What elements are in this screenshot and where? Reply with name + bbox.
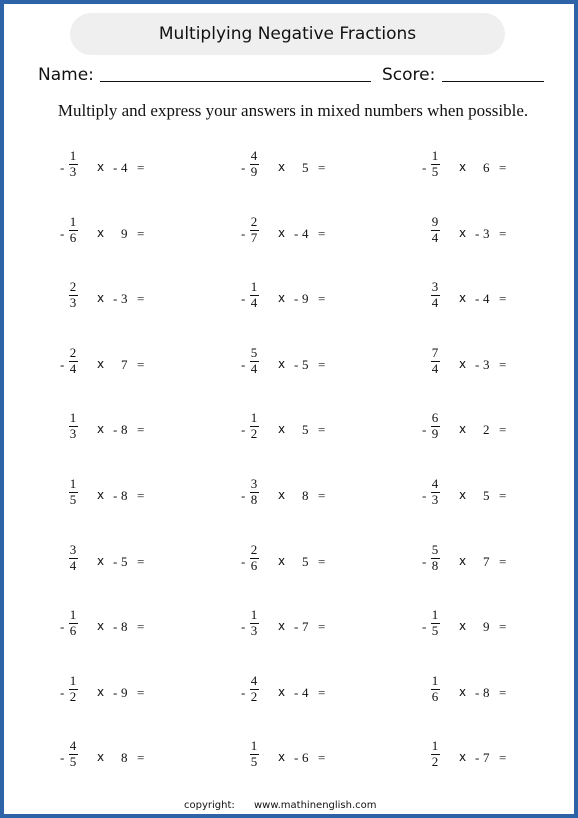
whole-number: 8 xyxy=(121,619,128,635)
whole-sign: - xyxy=(113,553,118,569)
equals-sign: = xyxy=(499,291,507,307)
whole-number: 8 xyxy=(121,750,128,766)
problem-item xyxy=(422,739,578,779)
fraction xyxy=(428,280,442,310)
whole-number: 8 xyxy=(483,684,490,700)
fraction-denominator: 6 xyxy=(69,229,77,245)
fraction-numerator: 2 xyxy=(69,344,77,360)
equals-sign: = xyxy=(499,684,507,700)
fraction xyxy=(66,477,80,507)
fraction-numerator: 1 xyxy=(431,738,439,754)
fraction xyxy=(247,346,261,376)
problem-item xyxy=(241,149,401,189)
whole-number: 4 xyxy=(483,291,490,307)
equals-sign: = xyxy=(499,356,507,372)
fraction-sign: - xyxy=(422,160,427,175)
fraction-numerator: 3 xyxy=(69,541,77,557)
times-sign: x xyxy=(97,553,105,568)
problem-item xyxy=(241,411,401,451)
fraction-denominator: 3 xyxy=(250,623,258,639)
fraction-sign: - xyxy=(241,422,246,438)
fraction-numerator: 6 xyxy=(431,410,439,426)
whole-sign: - xyxy=(475,684,480,700)
problem-item xyxy=(60,346,220,386)
times-sign: x xyxy=(97,684,105,699)
problem-item xyxy=(241,346,401,386)
fraction xyxy=(247,215,261,245)
times-sign: x xyxy=(278,160,286,174)
fraction-denominator: 4 xyxy=(431,295,439,311)
times-sign: x xyxy=(459,225,467,240)
equals-sign: = xyxy=(137,225,145,241)
fraction-numerator: 1 xyxy=(250,738,258,754)
whole-number: 9 xyxy=(483,619,490,635)
whole-number: 5 xyxy=(302,160,309,175)
fraction-denominator: 2 xyxy=(431,754,439,770)
fraction xyxy=(428,215,442,245)
whole-number: 7 xyxy=(483,553,490,569)
fraction xyxy=(66,674,80,704)
fraction-sign: - xyxy=(241,619,246,635)
whole-number: 9 xyxy=(121,225,128,241)
problem-item xyxy=(241,215,401,255)
fraction-denominator: 4 xyxy=(431,229,439,245)
fraction-numerator: 3 xyxy=(250,476,258,491)
fraction-numerator: 4 xyxy=(431,476,439,491)
fraction-numerator: 1 xyxy=(250,279,258,295)
fraction-denominator: 4 xyxy=(69,557,77,573)
fraction xyxy=(66,608,80,638)
equals-sign: = xyxy=(137,488,145,503)
problem-item xyxy=(241,477,401,517)
fraction-denominator: 6 xyxy=(69,623,77,639)
fraction-sign: - xyxy=(241,356,246,372)
whole-sign: - xyxy=(475,750,480,766)
fraction-denominator: 4 xyxy=(431,360,439,376)
fraction-numerator: 1 xyxy=(250,607,258,623)
fraction xyxy=(247,739,261,769)
fraction-denominator: 4 xyxy=(250,295,258,311)
problem-item xyxy=(60,215,220,255)
fraction-denominator: 5 xyxy=(250,754,258,770)
times-sign: x xyxy=(278,356,286,371)
whole-number: 3 xyxy=(483,225,490,241)
fraction-numerator: 9 xyxy=(431,213,439,229)
fraction xyxy=(428,346,442,376)
problem-item xyxy=(422,543,578,583)
fraction-denominator: 6 xyxy=(431,688,439,704)
whole-number: 5 xyxy=(302,553,309,569)
problem-item xyxy=(422,346,578,386)
equals-sign: = xyxy=(318,160,326,175)
whole-sign: - xyxy=(113,619,118,635)
problem-item xyxy=(60,149,220,189)
problem-item xyxy=(241,739,401,779)
fraction-denominator: 2 xyxy=(250,426,258,442)
equals-sign: = xyxy=(499,619,507,635)
fraction xyxy=(247,280,261,310)
whole-sign: - xyxy=(113,160,118,175)
equals-sign: = xyxy=(137,553,145,569)
fraction-sign: - xyxy=(241,488,246,503)
fraction-denominator: 4 xyxy=(250,360,258,376)
whole-sign: - xyxy=(113,291,118,307)
problem-item xyxy=(422,608,578,648)
fraction xyxy=(247,477,261,507)
fraction-numerator: 4 xyxy=(69,738,77,754)
whole-number: 4 xyxy=(121,160,128,175)
fraction-denominator: 5 xyxy=(69,754,77,770)
fraction-numerator: 5 xyxy=(431,541,439,557)
times-sign: x xyxy=(278,553,286,568)
whole-sign: - xyxy=(113,422,118,438)
copyright-label: copyright: xyxy=(184,800,235,811)
problem-item xyxy=(422,280,578,320)
fraction xyxy=(66,543,80,573)
problem-item xyxy=(241,674,401,714)
whole-number: 4 xyxy=(302,225,309,241)
times-sign: x xyxy=(278,422,286,437)
equals-sign: = xyxy=(137,356,145,372)
fraction xyxy=(247,674,261,704)
problem-item xyxy=(422,477,578,517)
whole-number: 8 xyxy=(121,488,128,503)
name-label: Name: xyxy=(38,65,94,85)
fraction xyxy=(66,739,80,769)
whole-number: 3 xyxy=(121,291,128,307)
fraction xyxy=(428,411,442,441)
equals-sign: = xyxy=(499,160,507,175)
whole-number: 8 xyxy=(302,488,309,503)
fraction-numerator: 1 xyxy=(69,410,77,426)
problem-item xyxy=(60,411,220,451)
title-text: Multiplying Negative Fractions xyxy=(158,24,417,44)
equals-sign: = xyxy=(137,291,145,307)
fraction xyxy=(247,543,261,573)
times-sign: x xyxy=(459,684,467,699)
fraction-sign: - xyxy=(241,291,246,307)
times-sign: x xyxy=(459,422,467,437)
fraction-sign: - xyxy=(241,160,246,175)
equals-sign: = xyxy=(137,422,145,438)
times-sign: x xyxy=(459,750,467,765)
problem-item xyxy=(60,608,220,648)
equals-sign: = xyxy=(318,422,326,438)
times-sign: x xyxy=(278,225,286,240)
fraction-numerator: 1 xyxy=(69,148,77,163)
fraction xyxy=(428,543,442,573)
fraction-numerator: 4 xyxy=(250,148,258,163)
problem-item xyxy=(241,543,401,583)
footer xyxy=(184,800,377,811)
fraction-numerator: 1 xyxy=(69,607,77,623)
times-sign: x xyxy=(97,488,105,502)
problem-item xyxy=(422,215,578,255)
times-sign: x xyxy=(97,225,105,240)
fraction-denominator: 8 xyxy=(250,492,258,507)
equals-sign: = xyxy=(318,619,326,635)
fraction xyxy=(66,346,80,376)
website-url: www.mathinenglish.com xyxy=(254,800,377,811)
times-sign: x xyxy=(278,619,286,634)
fraction xyxy=(428,674,442,704)
fraction-denominator: 6 xyxy=(250,557,258,573)
problem-item xyxy=(60,739,220,779)
fraction-denominator: 4 xyxy=(69,360,77,376)
fraction xyxy=(66,215,80,245)
problem-item xyxy=(241,280,401,320)
whole-number: 6 xyxy=(302,750,309,766)
whole-number: 5 xyxy=(483,488,490,503)
problem-item xyxy=(60,280,220,320)
fraction-numerator: 1 xyxy=(69,213,77,229)
times-sign: x xyxy=(97,750,105,765)
fraction xyxy=(247,149,261,179)
whole-number: 4 xyxy=(302,684,309,700)
fraction-sign: - xyxy=(422,488,427,503)
fraction-numerator: 3 xyxy=(431,279,439,295)
whole-number: 9 xyxy=(121,684,128,700)
times-sign: x xyxy=(459,160,467,174)
times-sign: x xyxy=(97,422,105,437)
times-sign: x xyxy=(97,619,105,634)
problem-item xyxy=(422,674,578,714)
equals-sign: = xyxy=(318,225,326,241)
fraction xyxy=(428,149,442,179)
fraction xyxy=(66,411,80,441)
fraction-sign: - xyxy=(60,225,65,241)
whole-sign: - xyxy=(475,356,480,372)
times-sign: x xyxy=(97,356,105,371)
times-sign: x xyxy=(278,291,286,306)
whole-sign: - xyxy=(294,356,299,372)
fraction-numerator: 1 xyxy=(431,148,439,163)
whole-number: 7 xyxy=(302,619,309,635)
fraction-denominator: 2 xyxy=(250,688,258,704)
fraction xyxy=(247,411,261,441)
whole-number: 5 xyxy=(302,356,309,372)
fraction-numerator: 1 xyxy=(250,410,258,426)
fraction-sign: - xyxy=(422,422,427,438)
fraction-denominator: 3 xyxy=(69,426,77,442)
whole-sign: - xyxy=(113,488,118,503)
equals-sign: = xyxy=(318,488,326,503)
fraction-numerator: 7 xyxy=(431,344,439,360)
whole-sign: - xyxy=(294,750,299,766)
equals-sign: = xyxy=(318,750,326,766)
problem-item xyxy=(60,543,220,583)
times-sign: x xyxy=(97,291,105,306)
whole-number: 5 xyxy=(121,553,128,569)
whole-number: 8 xyxy=(121,422,128,438)
fraction-denominator: 5 xyxy=(431,623,439,639)
score-answer-line xyxy=(442,81,544,82)
fraction xyxy=(428,739,442,769)
whole-number: 5 xyxy=(302,422,309,438)
fraction-sign: - xyxy=(60,750,65,766)
fraction-numerator: 1 xyxy=(431,672,439,688)
fraction-sign: - xyxy=(241,225,246,241)
equals-sign: = xyxy=(499,553,507,569)
fraction xyxy=(66,280,80,310)
times-sign: x xyxy=(459,356,467,371)
name-answer-line xyxy=(100,81,371,82)
whole-number: 7 xyxy=(483,750,490,766)
fraction-numerator: 2 xyxy=(250,541,258,557)
whole-sign: - xyxy=(113,684,118,700)
equals-sign: = xyxy=(499,488,507,503)
fraction-numerator: 5 xyxy=(250,344,258,360)
problem-item xyxy=(422,411,578,451)
equals-sign: = xyxy=(499,750,507,766)
equals-sign: = xyxy=(499,422,507,438)
whole-sign: - xyxy=(294,619,299,635)
score-label: Score: xyxy=(382,65,436,85)
times-sign: x xyxy=(278,488,286,502)
fraction-denominator: 3 xyxy=(69,295,77,311)
fraction-numerator: 1 xyxy=(69,672,77,688)
problem-item xyxy=(60,674,220,714)
fraction xyxy=(66,149,80,179)
fraction xyxy=(428,608,442,638)
fraction-numerator: 2 xyxy=(250,213,258,229)
whole-sign: - xyxy=(294,291,299,307)
times-sign: x xyxy=(459,553,467,568)
equals-sign: = xyxy=(318,291,326,307)
whole-number: 2 xyxy=(483,422,490,438)
fraction-numerator: 2 xyxy=(69,279,77,295)
whole-sign: - xyxy=(294,684,299,700)
fraction-denominator: 8 xyxy=(431,557,439,573)
whole-number: 3 xyxy=(483,356,490,372)
fraction xyxy=(247,608,261,638)
problem-item xyxy=(241,608,401,648)
equals-sign: = xyxy=(318,553,326,569)
fraction-sign: - xyxy=(422,553,427,569)
fraction-denominator: 5 xyxy=(69,492,77,507)
fraction-denominator: 3 xyxy=(69,164,77,179)
equals-sign: = xyxy=(137,750,145,766)
fraction-denominator: 3 xyxy=(431,492,439,507)
times-sign: x xyxy=(278,750,286,765)
fraction xyxy=(428,477,442,507)
whole-sign: - xyxy=(294,225,299,241)
equals-sign: = xyxy=(137,160,145,175)
fraction-sign: - xyxy=(241,684,246,700)
fraction-numerator: 1 xyxy=(69,476,77,491)
fraction-denominator: 7 xyxy=(250,229,258,245)
equals-sign: = xyxy=(499,225,507,241)
fraction-denominator: 5 xyxy=(431,164,439,179)
fraction-denominator: 9 xyxy=(250,164,258,179)
fraction-denominator: 9 xyxy=(431,426,439,442)
times-sign: x xyxy=(97,160,105,174)
times-sign: x xyxy=(459,291,467,306)
fraction-sign: - xyxy=(60,356,65,372)
worksheet-title xyxy=(70,13,505,55)
equals-sign: = xyxy=(137,619,145,635)
fraction-sign: - xyxy=(422,619,427,635)
times-sign: x xyxy=(459,619,467,634)
instructions: Multiply and express your answers in mixed numbers when possible. xyxy=(57,101,529,120)
times-sign: x xyxy=(278,684,286,699)
equals-sign: = xyxy=(318,684,326,700)
whole-sign: - xyxy=(475,291,480,307)
fraction-sign: - xyxy=(241,553,246,569)
problem-item xyxy=(422,149,578,189)
whole-sign: - xyxy=(475,225,480,241)
fraction-sign: - xyxy=(60,160,65,175)
equals-sign: = xyxy=(137,684,145,700)
fraction-denominator: 2 xyxy=(69,688,77,704)
equals-sign: = xyxy=(318,356,326,372)
fraction-numerator: 1 xyxy=(431,607,439,623)
whole-number: 6 xyxy=(483,160,490,175)
times-sign: x xyxy=(459,488,467,502)
fraction-numerator: 4 xyxy=(250,672,258,688)
fraction-sign: - xyxy=(60,619,65,635)
whole-number: 9 xyxy=(302,291,309,307)
whole-number: 7 xyxy=(121,356,128,372)
problem-item xyxy=(60,477,220,517)
fraction-sign: - xyxy=(60,684,65,700)
